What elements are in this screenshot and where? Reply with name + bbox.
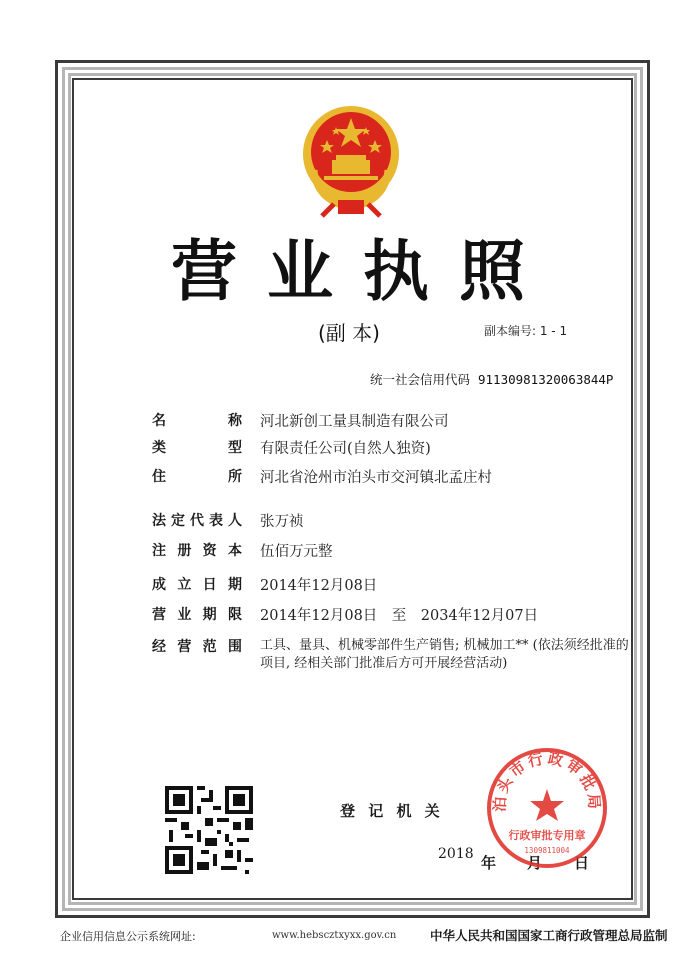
field-value: 河北新创工量具制造有限公司 [260, 414, 449, 430]
credit-code-value: 91130981320063844P [478, 372, 614, 387]
field-value: 2014年12月08日 [260, 578, 378, 594]
field-value: 2014年12月08日 至 2034年12月07日 [260, 608, 539, 624]
issue-day-char: 日 [574, 854, 590, 872]
document-subtitle: (副 本) [318, 321, 380, 345]
field-label: 经营范围 [152, 639, 242, 655]
footer-issuer: 中华人民共和国国家工商行政管理总局监制 [430, 928, 668, 943]
field-value: 伍佰万元整 [260, 544, 333, 560]
field-label: 类 型 [152, 440, 242, 456]
field-value: 张万祯 [260, 514, 304, 530]
field-name [152, 410, 449, 431]
footer-url: www.hebscztxyxx.gov.cn [272, 930, 397, 941]
field-value: 有限责任公司(自然人独资) [260, 441, 431, 457]
national-emblem [294, 100, 408, 218]
seal-text-top: 泊头市行政审批局 [490, 749, 604, 813]
field-legal-rep [152, 510, 304, 531]
field-value: 河北省沧州市泊头市交河镇北孟庄村 [260, 470, 492, 486]
field-scope-value: 工具、量具、机械零部件生产销售; 机械加工** (依法须经批准的项目, 经相关部门批准后方可开展经营活动) [260, 638, 629, 671]
issue-year-char: 年 [481, 854, 497, 872]
registration-authority: 登 记 机 关 [340, 802, 444, 820]
seal-code: 1309811004 [524, 846, 570, 855]
field-term [152, 604, 538, 625]
field-capital [152, 540, 333, 561]
field-established [152, 574, 377, 595]
field-label: 名 称 [152, 413, 242, 429]
footer-system-label: 企业信用信息公示系统网址: [60, 930, 196, 943]
issue-year: 2018 [438, 846, 474, 862]
field-address [152, 466, 492, 487]
credit-code-row [370, 370, 613, 388]
seal-text-bottom: 行政审批专用章 [508, 829, 586, 842]
issue-month-char: 月 [527, 854, 543, 872]
field-label: 住 所 [152, 469, 242, 485]
field-label: 注册资本 [152, 543, 242, 559]
field-label: 法定代表人 [152, 513, 242, 529]
field-type [152, 437, 431, 458]
field-scope [152, 636, 260, 656]
field-label: 成立日期 [152, 577, 242, 593]
document-title: 营业执照 [171, 233, 555, 310]
field-label: 营业期限 [152, 607, 242, 623]
official-seal [484, 745, 610, 871]
copy-number: 副本编号: 1 - 1 [484, 324, 568, 338]
credit-code-label: 统一社会信用代码 [370, 372, 471, 387]
qr-code [161, 782, 257, 878]
